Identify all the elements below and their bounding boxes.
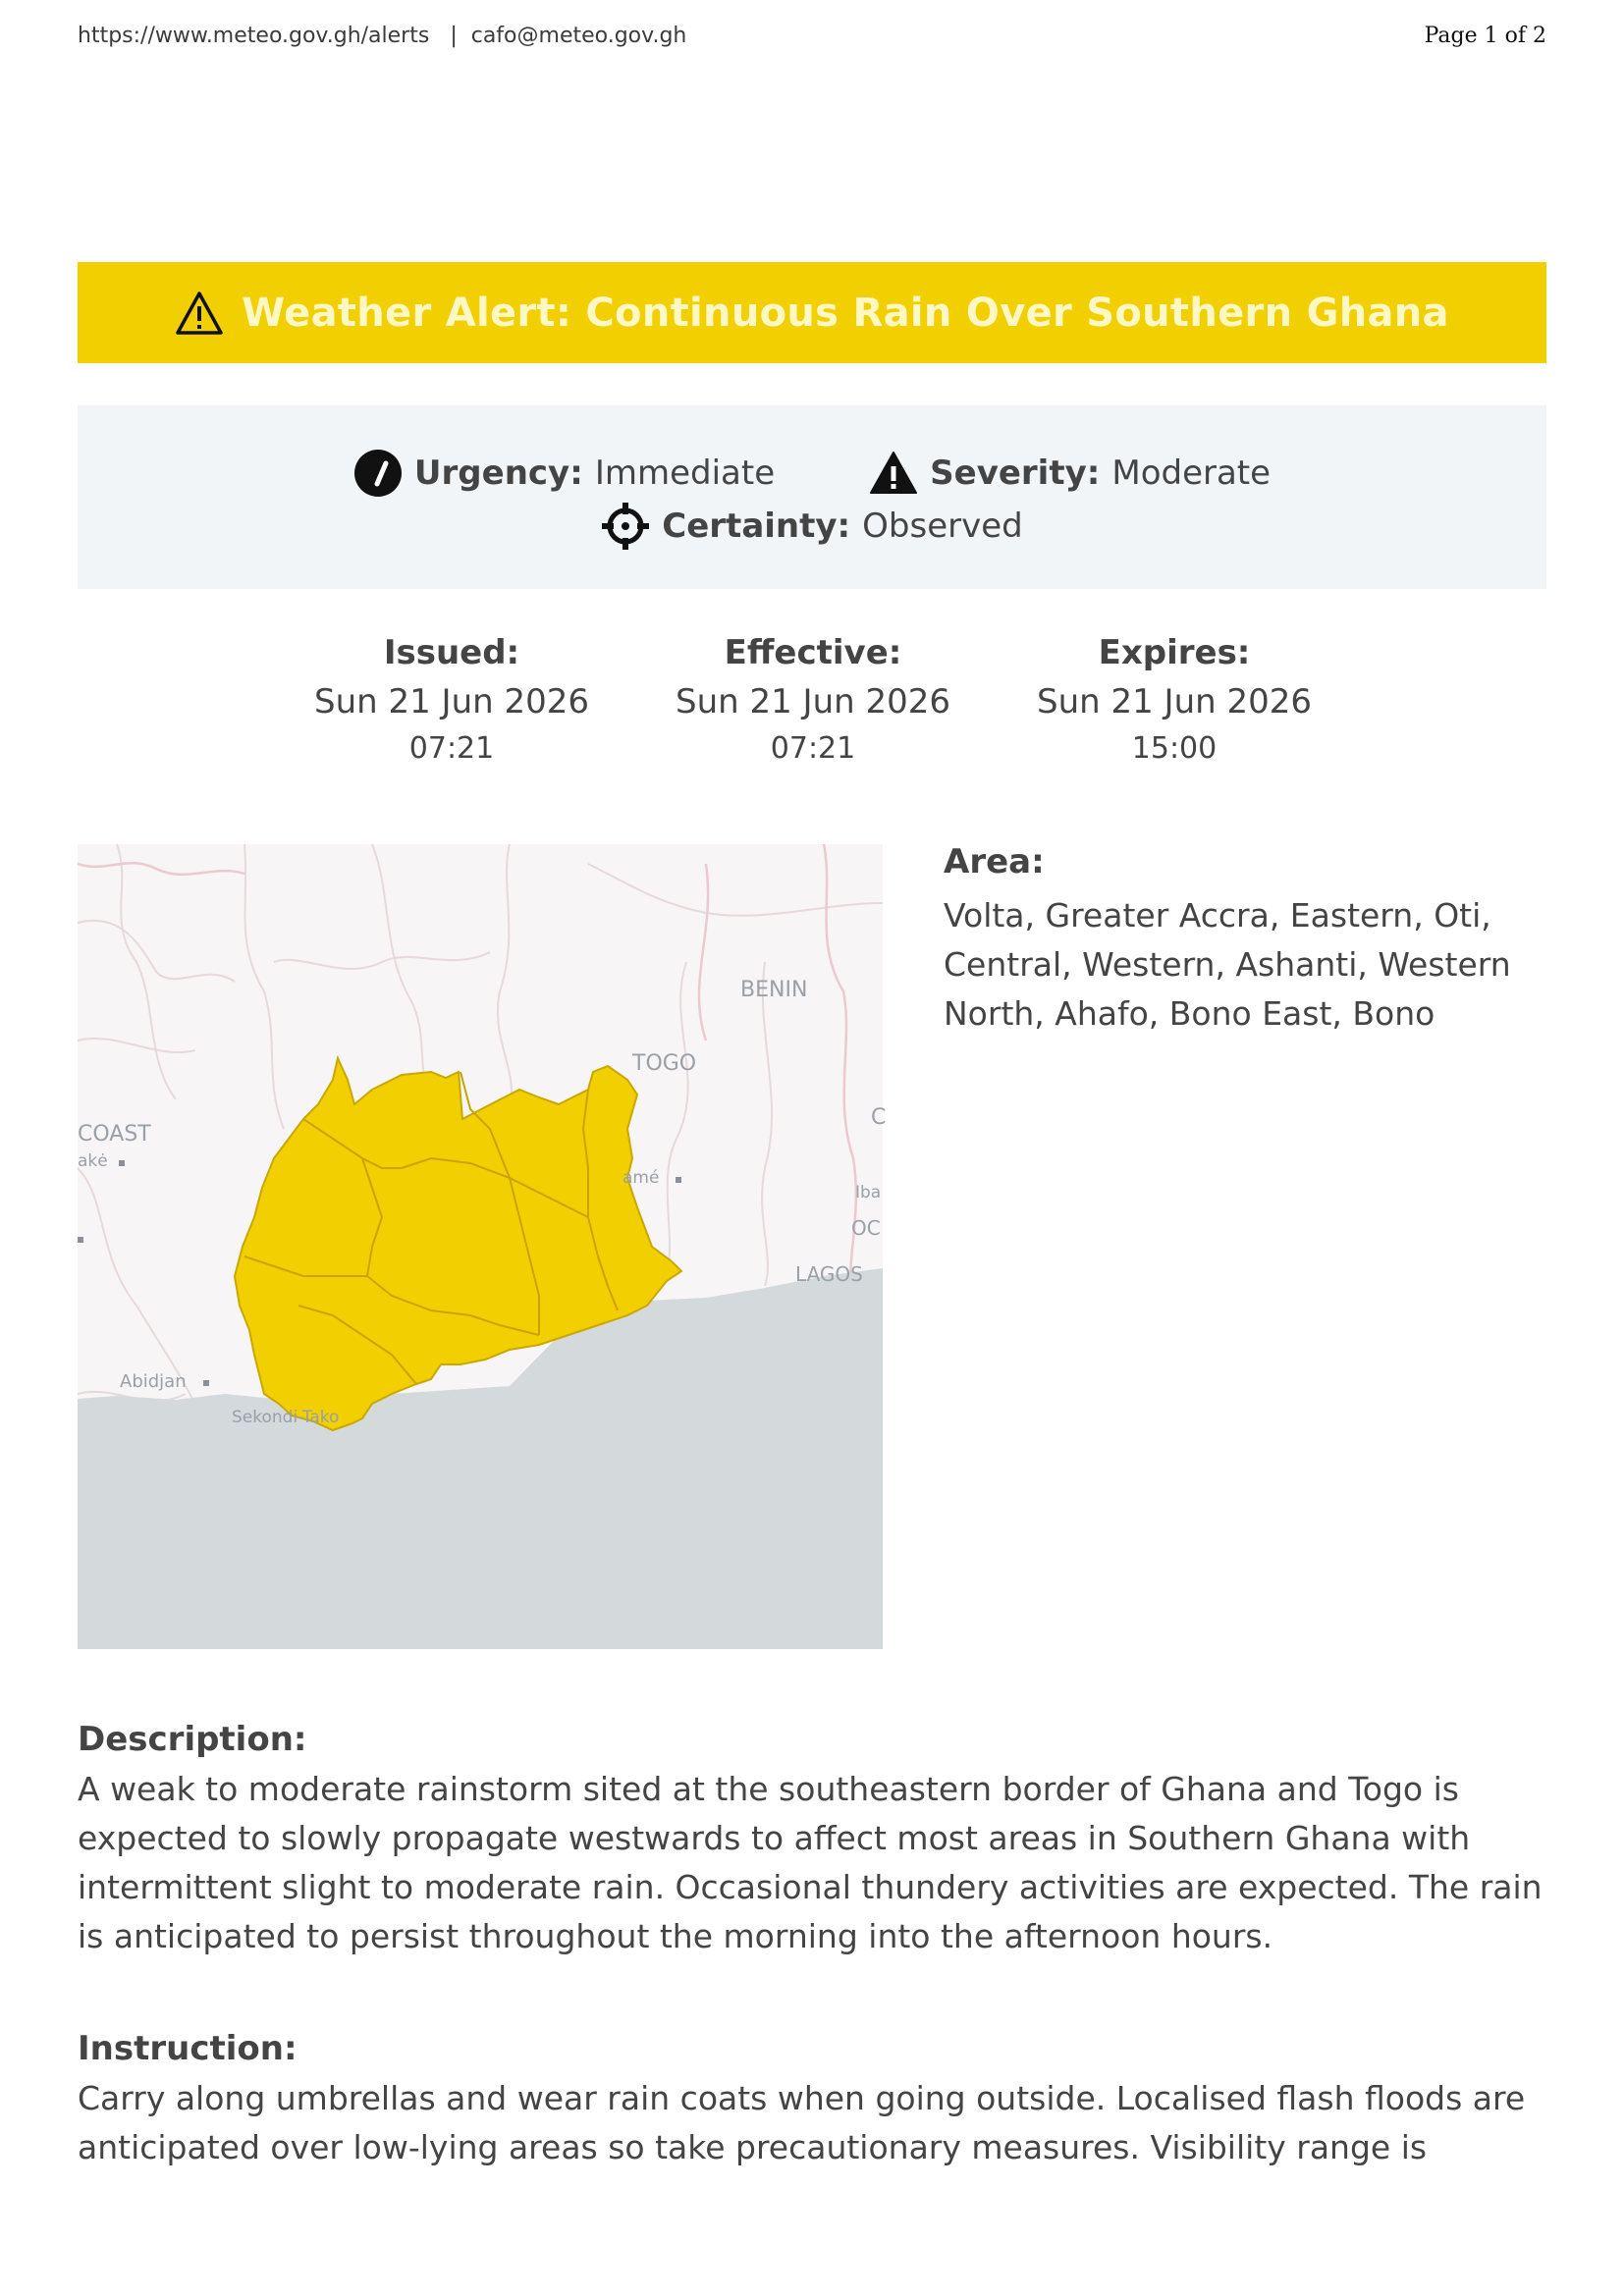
map-label-yake: akė xyxy=(78,1151,108,1171)
map-label-lagos: LAGOS xyxy=(795,1262,863,1286)
area-section xyxy=(944,842,1546,1039)
alert-title: Weather Alert: Continuous Rain Over Southern Ghana xyxy=(242,290,1449,336)
issued-label: Issued: xyxy=(383,633,520,672)
severity-label: Severity: xyxy=(930,454,1101,493)
description-label: Description: xyxy=(78,1720,307,1759)
description-section xyxy=(78,1720,1546,1961)
instruction-label: Instruction: xyxy=(78,2029,298,2068)
alert-banner xyxy=(78,262,1546,363)
crosshairs-icon xyxy=(601,502,650,551)
map-label-togo: TOGO xyxy=(632,1051,697,1076)
severity-value: Moderate xyxy=(1111,454,1272,493)
expires-label: Expires: xyxy=(1098,633,1251,672)
instruction-section xyxy=(78,2029,1546,2172)
clock-icon xyxy=(353,449,403,498)
expires-time: 15:00 xyxy=(1131,731,1218,766)
urgency xyxy=(353,449,775,498)
map-label-sekondi: Sekondi-Tako xyxy=(232,1408,340,1427)
map-label-iba: Iba xyxy=(855,1183,882,1202)
issued-date: Sun 21 Jun 2026 xyxy=(313,682,590,721)
exclamation-triangle-icon xyxy=(869,449,918,498)
urgency-label: Urgency: xyxy=(413,454,583,493)
effective-time: 07:21 xyxy=(770,731,856,766)
map-label-lome: amé xyxy=(623,1168,660,1188)
issued xyxy=(285,633,619,780)
alert-dates xyxy=(285,633,1341,780)
map-label-coast: COAST xyxy=(78,1122,151,1147)
area-label: Area: xyxy=(944,842,1045,881)
severity xyxy=(869,449,1271,498)
area-text: Volta, Greater Accra, Eastern, Oti, Central, Western, Ashanti, Western North, Ahafo, Bono East, Bono xyxy=(944,896,1511,1033)
header-url[interactable]: https://www.meteo.gov.gh/alerts xyxy=(78,24,430,48)
alert-area-map xyxy=(78,844,887,1649)
page-header xyxy=(78,24,1546,53)
map-svg xyxy=(78,844,887,1649)
effective xyxy=(646,633,980,780)
urgency-value: Immediate xyxy=(594,454,776,493)
map-label-c: C xyxy=(871,1105,887,1130)
header-separator: | xyxy=(436,24,464,48)
description-text: A weak to moderate rainstorm sited at the southeastern border of Ghana and Togo is expected to slowly propagate westwards to affect most areas in Southern Ghana with intermittent slight to moderate rain. Occasional thundery activities are expected. The rain is anticipated to persist throughout the morning into the afternoon hours. xyxy=(78,1770,1543,1955)
expires-date: Sun 21 Jun 2026 xyxy=(1036,682,1313,721)
certainty-value: Observed xyxy=(862,507,1023,546)
effective-date: Sun 21 Jun 2026 xyxy=(675,682,951,721)
certainty xyxy=(601,502,1022,551)
certainty-label: Certainty: xyxy=(662,507,851,546)
header-email[interactable]: cafo@meteo.gov.gh xyxy=(470,24,687,48)
map-label-benin: BENIN xyxy=(740,978,808,1002)
alert-meta xyxy=(78,405,1546,589)
effective-label: Effective: xyxy=(724,633,902,672)
instruction-text: Carry along umbrellas and wear rain coats when going outside. Localised flash floods are anticipated over low-lying areas so take precautionary measures. Visibility range is xyxy=(78,2079,1526,2166)
issued-time: 07:21 xyxy=(408,731,495,766)
map-label-abidjan: Abidjan xyxy=(120,1371,187,1392)
expires xyxy=(1007,633,1341,780)
warning-triangle-icon xyxy=(175,291,224,336)
header-source xyxy=(78,24,686,48)
page-number: Page 1 of 2 xyxy=(1424,24,1546,48)
map-label-oo: OC xyxy=(851,1216,881,1240)
